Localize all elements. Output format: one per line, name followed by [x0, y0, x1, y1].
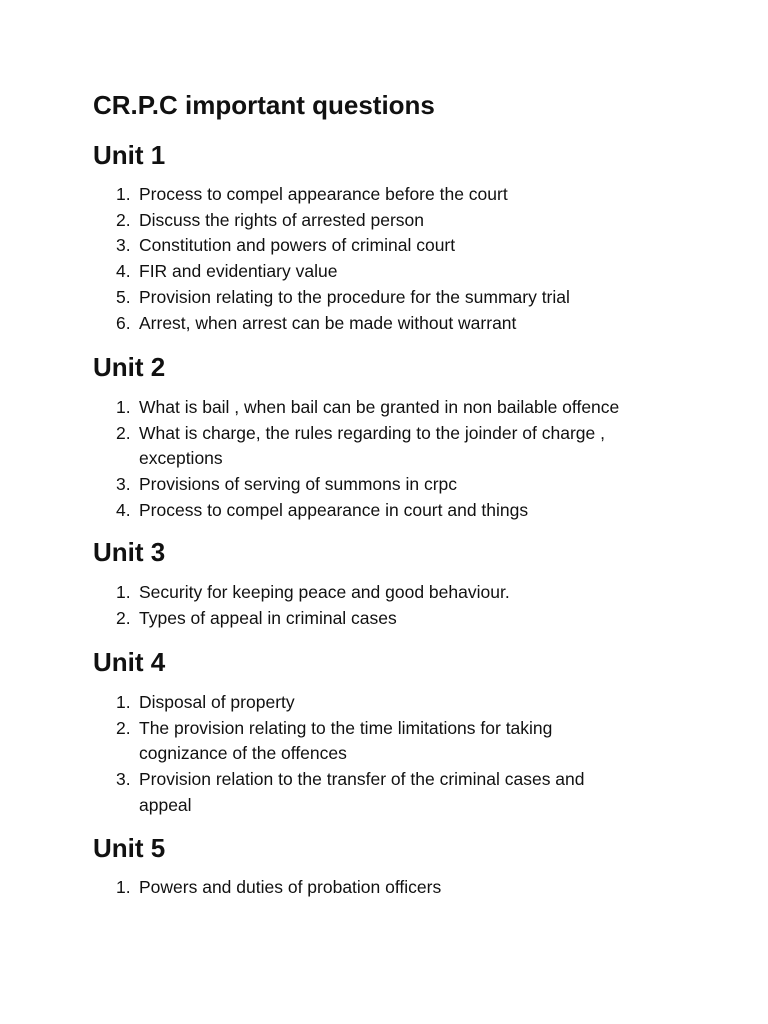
list-item-text: cognizance of the offences [139, 743, 347, 764]
list-item-text: Constitution and powers of criminal court [139, 235, 456, 256]
unit-heading: Unit 4 [93, 647, 166, 677]
list-item-text: The provision relating to the time limitations for taking [139, 717, 553, 738]
list-item-text: Provisions of serving of summons in crpc [139, 474, 458, 495]
list-item-number: 6. [116, 312, 131, 333]
question-list [0, 182, 768, 336]
list-item [0, 606, 669, 632]
list-item-text: Disposal of property [139, 692, 295, 712]
list-item-number: 1. [116, 877, 131, 897]
list-item-text: What is charge, the rules regarding to the joinder of charge , [139, 422, 605, 443]
list-item-text: FIR and evidentiary value [139, 261, 338, 282]
list-item [0, 259, 669, 285]
list-item-number: 5. [116, 286, 131, 307]
list-item [0, 233, 669, 259]
page-title: CR.P.C important questions [93, 90, 435, 120]
list-item-number: 2. [116, 422, 131, 443]
list-item [0, 690, 669, 716]
list-item-text: Provision relation to the transfer of the criminal cases and [139, 769, 585, 790]
list-item-number: 3. [116, 474, 131, 495]
list-item-number: 1. [116, 397, 131, 417]
list-item-number: 1. [116, 692, 131, 712]
list-item-number: 3. [116, 235, 131, 256]
list-item-text: appeal [139, 794, 192, 815]
list-item [0, 716, 669, 767]
list-item-text: Security for keeping peace and good behaviour. [139, 582, 510, 602]
unit-heading: Unit 5 [93, 833, 166, 863]
list-item [0, 208, 669, 234]
list-item [0, 580, 669, 606]
question-list [0, 875, 768, 901]
list-item-number: 1. [116, 184, 131, 204]
question-list [0, 690, 768, 819]
list-item-text: What is bail , when bail can be granted in non bailable offence [139, 397, 620, 417]
list-item-number: 4. [116, 499, 131, 520]
unit-heading: Unit 2 [93, 352, 166, 382]
list-item-text: Types of appeal in criminal cases [139, 607, 397, 628]
list-item-number: 2. [116, 717, 131, 738]
list-item [0, 395, 669, 421]
list-item-text: exceptions [139, 448, 223, 469]
list-item-text: Process to compel appearance in court and things [139, 499, 529, 520]
list-item [0, 498, 669, 524]
unit-heading: Unit 3 [93, 537, 166, 567]
list-item [0, 285, 669, 311]
question-list [0, 395, 768, 524]
list-item [0, 472, 669, 498]
list-item-number: 2. [116, 607, 131, 628]
unit-heading: Unit 1 [93, 140, 166, 170]
list-item-text: Powers and duties of probation officers [139, 877, 442, 897]
list-item-number: 2. [116, 209, 131, 230]
list-item [0, 421, 669, 472]
list-item-text: Arrest, when arrest can be made without warrant [139, 312, 517, 333]
list-item-text: Provision relating to the procedure for the summary trial [139, 286, 570, 307]
list-item-number: 3. [116, 769, 131, 790]
question-list [0, 580, 768, 631]
list-item-text: Discuss the rights of arrested person [139, 209, 424, 230]
list-item [0, 875, 669, 901]
list-item [0, 311, 669, 337]
list-item-text: Process to compel appearance before the court [139, 184, 508, 204]
list-item [0, 767, 669, 818]
list-item [0, 182, 669, 208]
list-item-number: 1. [116, 582, 131, 602]
list-item-number: 4. [116, 261, 131, 282]
